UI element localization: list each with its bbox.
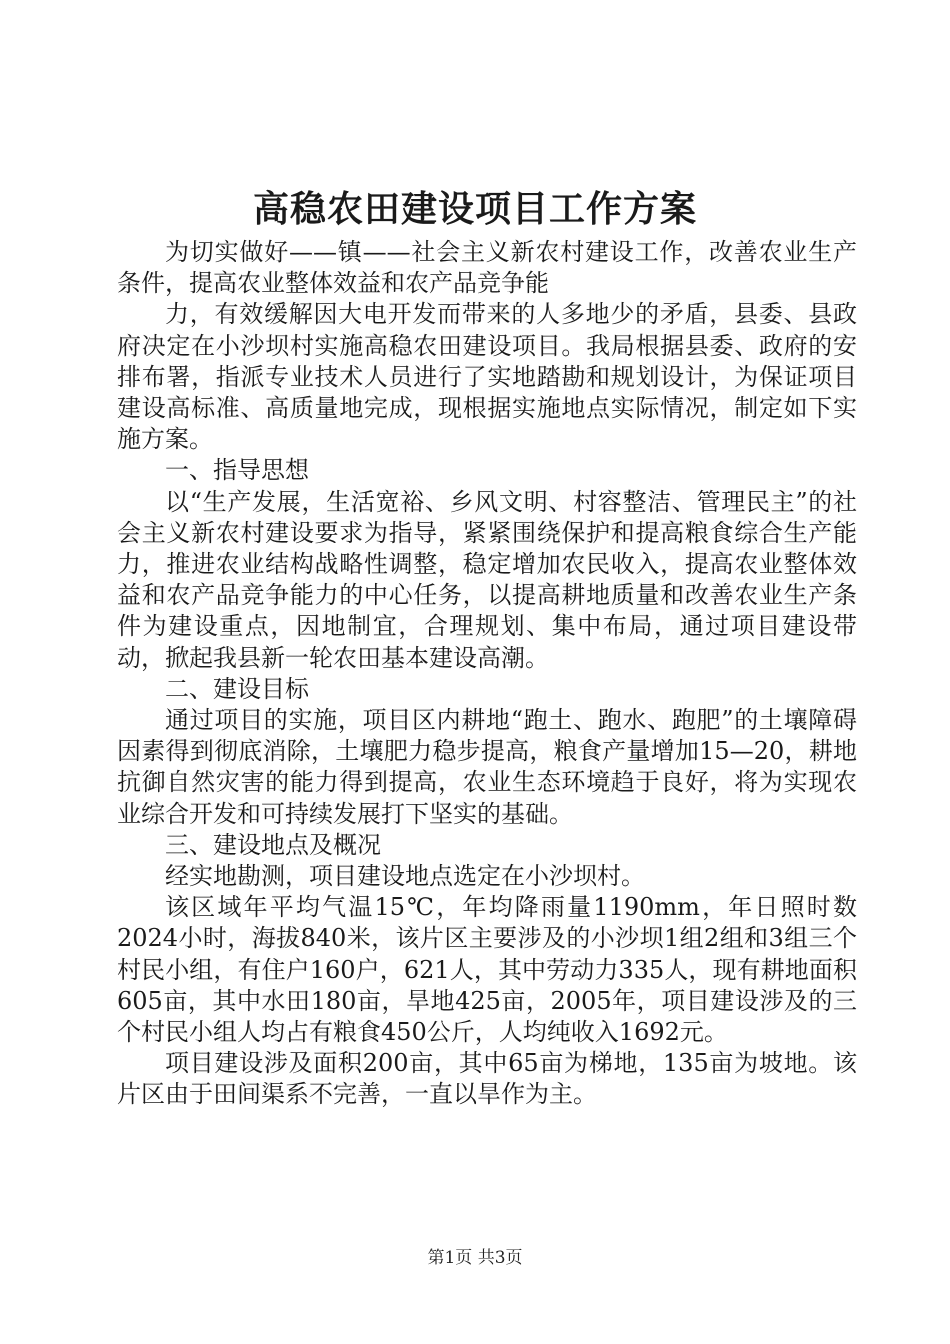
paragraph-intro-continued: 力，有效缓解因大电开发而带来的人多地少的矛盾，县委、县政府决定在小沙坝村实施高稳农田建设项目。我局根据县委、政府的安排布署，指派专业技术人员进行了实地踏勘和规划设计，为保证项目建设高标准、高质量地完成，现根据实施地点实际情况，制定如下实施方案。 — [117, 300, 857, 454]
document-body — [117, 237, 857, 1111]
section-heading-guiding-ideology: 一、指导思想 — [165, 456, 309, 485]
paragraph-guiding-ideology: 以“生产发展，生活宽裕、乡风文明、村容整洁、管理民主”的社会主义新农村建设要求为指导，紧紧围绕保护和提高粮食综合生产能力，推进农业结构战略性调整，稳定增加农民收入，提高农业整体效益和农产品竞争能力的中心任务，以提高耕地质量和改善农业生产条件为建设重点，因地制宜，合理规划、集中布局，通过项目建设带动，掀起我县新一轮农田基本建设高潮。 — [117, 487, 857, 672]
section-heading-site-overview: 三、建设地点及概况 — [165, 830, 381, 859]
paragraph-construction-goals: 通过项目的实施，项目区内耕地“跑土、跑水、跑肥”的土壤障碍因素得到彻底消除，土壤肥力稳步提高，粮食产量增加15—20，耕地抗御自然灾害的能力得到提高，农业生态环境趋于良好，将为实现农业综合开发和可持续发展打下坚实的基础。 — [117, 706, 857, 828]
section-heading-construction-goals: 二、建设目标 — [165, 674, 309, 703]
document-title: 高稳农田建设项目工作方案 — [252, 188, 697, 230]
paragraph-project-area: 项目建设涉及面积200亩，其中65亩为梯地，135亩为坡地。该片区由于田间渠系不完善，一直以旱作为主。 — [117, 1049, 857, 1109]
page-footer: 第1页 共3页 — [427, 1248, 523, 1268]
paragraph-intro: 为切实做好——镇——社会主义新农村建设工作，改善农业生产条件，提高农业整体效益和农产品竞争能 — [117, 238, 857, 298]
paragraph-site-statistics: 该区域年平均气温15℃，年均降雨量1190mm，年日照时数2024小时，海拔840米，该片区主要涉及的小沙坝1组2组和3组三个村民小组，有住户160户，621人，其中劳动力335人，现有耕地面积605亩，其中水田180亩，旱地425亩，2005年，项目建设涉及的三个村民小组人均占有粮食450公斤，人均纯收入1692元。 — [117, 893, 857, 1047]
paragraph-site-selection: 经实地勘测，项目建设地点选定在小沙坝村。 — [165, 862, 645, 891]
